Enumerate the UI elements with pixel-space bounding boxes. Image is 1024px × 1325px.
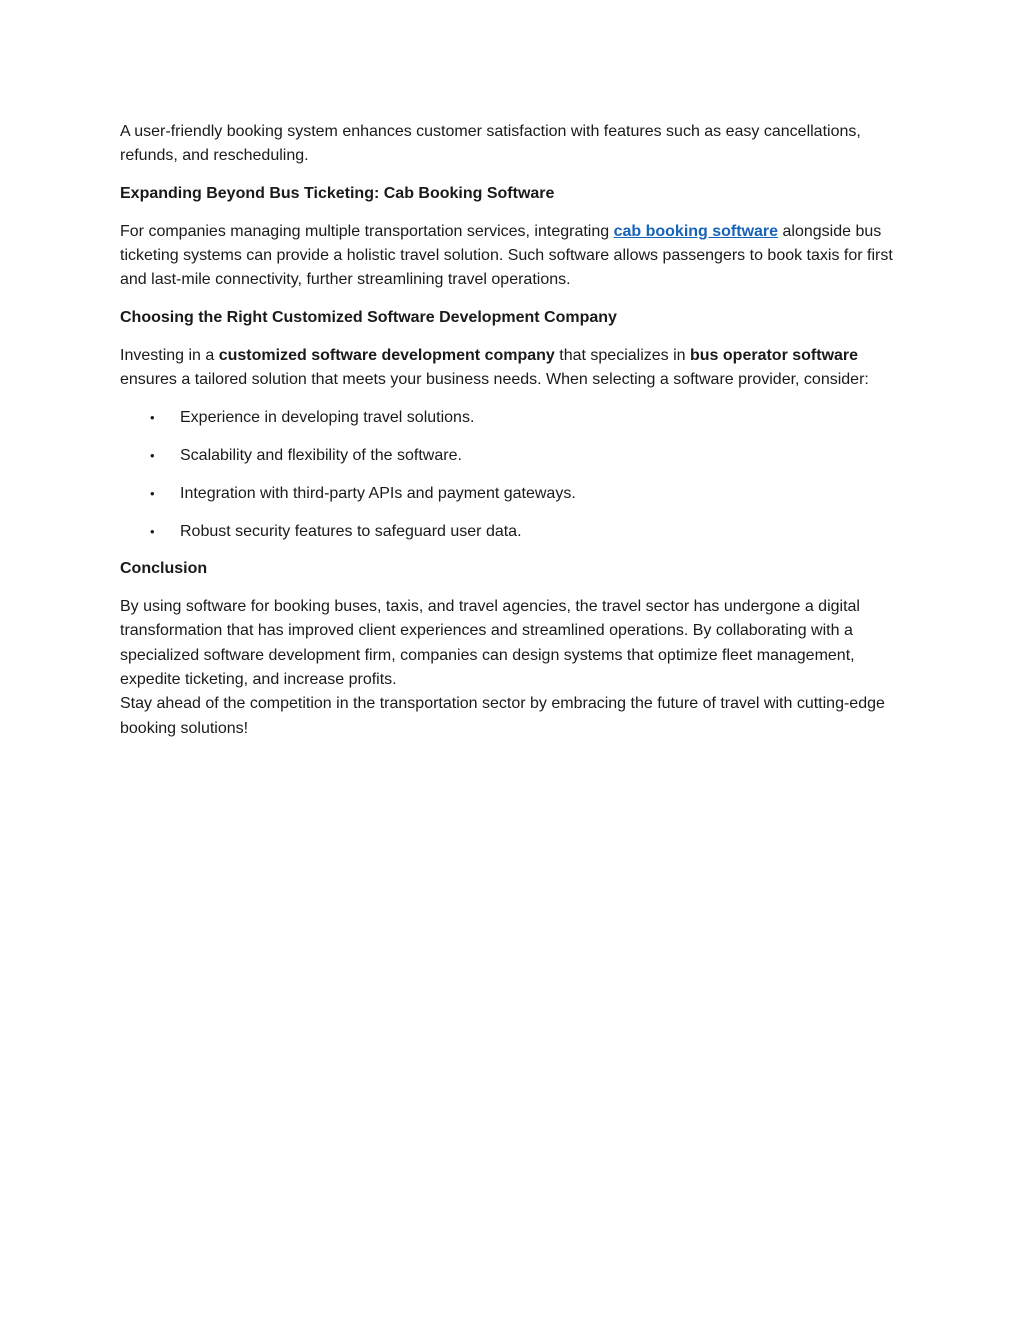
choosing-bold-2: bus operator software	[690, 347, 859, 365]
list-item	[120, 520, 910, 544]
choosing-text-3: ensures a tailored solution that meets your business needs. When selecting a software provider, consider:	[120, 371, 869, 389]
bullet-icon: •	[150, 447, 155, 463]
list-item-text: Robust security features to safeguard user data.	[180, 522, 522, 540]
list-item	[120, 406, 910, 430]
choosing-section-heading: Choosing the Right Customized Software Development Company	[120, 309, 617, 327]
conclusion-paragraph-1: By using software for booking buses, taxis, and travel agencies, the travel sector has undergone a digital transformation that has improved client experiences and streamlined operations. By collaborating with a specialized software development firm, companies can design systems that optimize fleet management, expedite ticketing, and increase profits.	[120, 598, 860, 689]
list-item-text: Experience in developing travel solutions.	[180, 409, 475, 427]
cab-section-paragraph	[120, 220, 910, 293]
choosing-bold-1: customized software development company	[218, 347, 555, 365]
bullet-icon: •	[150, 410, 155, 426]
conclusion-paragraph-2: Stay ahead of the competition in the transportation sector by embracing the future of travel with cutting-edge booking solutions!	[120, 695, 885, 737]
choosing-text-1: Investing in a	[120, 347, 219, 365]
cab-booking-software-link[interactable]: cab booking software	[613, 222, 779, 240]
document-page	[120, 120, 910, 754]
bullet-icon: •	[150, 523, 155, 539]
choosing-text-2: that specializes in	[554, 347, 690, 365]
intro-paragraph: A user-friendly booking system enhances customer satisfaction with features such as easy cancellations, refunds, and rescheduling.	[120, 123, 861, 165]
choosing-section-paragraph	[120, 344, 910, 393]
considerations-list	[120, 406, 910, 544]
cab-section-heading: Expanding Beyond Bus Ticketing: Cab Booking Software	[120, 185, 555, 203]
list-item-text: Integration with third-party APIs and payment gateways.	[180, 484, 576, 502]
cab-text-after-link: alongside bus ticketing systems can provide a holistic travel solution. Such software allows passengers to book taxis for first and last-mile connectivity, further streamlining travel operations.	[120, 222, 893, 289]
list-item	[120, 482, 910, 506]
cab-text-before-link: For companies managing multiple transportation services, integrating	[120, 222, 614, 240]
bullet-icon: •	[150, 485, 155, 501]
list-item-text: Scalability and flexibility of the software.	[180, 446, 462, 464]
conclusion-heading: Conclusion	[120, 560, 208, 578]
list-item	[120, 444, 910, 468]
